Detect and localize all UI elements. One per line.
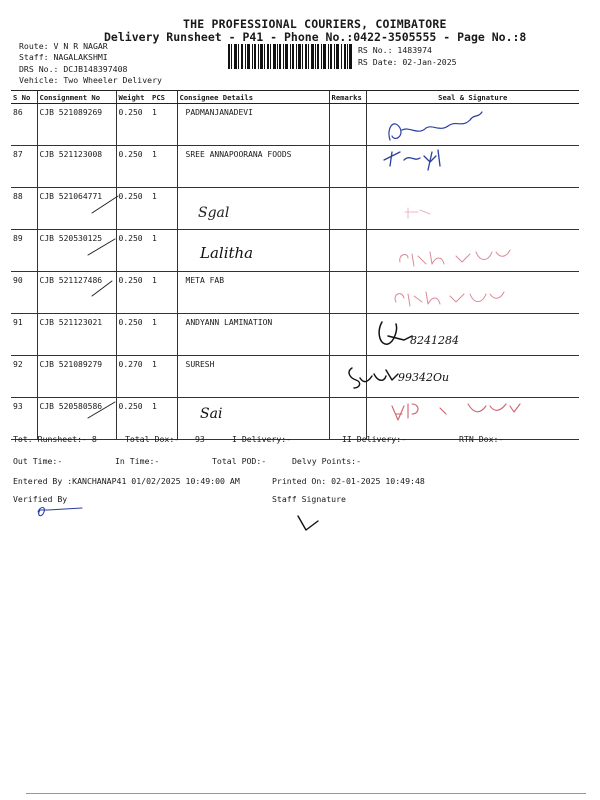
col-remarks: Remarks: [329, 91, 366, 104]
signature-row87: [384, 150, 440, 170]
handwritten-name-row93: Sai: [200, 406, 223, 422]
page-bottom-edge: [26, 793, 586, 794]
consignment-cell: CJB 521123021: [37, 314, 116, 356]
pcs-cell: 1: [150, 314, 177, 356]
vehicle-label: Vehicle: Two Wheeler Delivery: [19, 75, 162, 85]
sno-cell: 89: [11, 230, 37, 272]
weight-cell: 0.250: [116, 104, 150, 146]
signature-row86: [389, 112, 482, 140]
staff-label: Staff: NAGALAKSHMI: [19, 52, 108, 62]
consignment-cell: CJB 521123008: [37, 146, 116, 188]
tick-mark: [88, 402, 115, 418]
pcs-cell: 1: [150, 188, 177, 230]
weight-cell: 0.250: [116, 230, 150, 272]
signature-row91: [379, 322, 412, 344]
consignee-cell: SREE ANNAPOORANA FOODS: [177, 146, 329, 188]
ii-delivery: II Delivery:-: [342, 434, 407, 444]
consignment-cell: CJB 521064771: [37, 188, 116, 230]
faint-stamp: [405, 208, 430, 218]
pcs-cell: 1: [150, 104, 177, 146]
consignment-cell: CJB 521089279: [37, 356, 116, 398]
printed-on: Printed On: 02-01-2025 10:49:48: [272, 476, 425, 486]
weight-cell: 0.250: [116, 314, 150, 356]
pcs-cell: 1: [150, 146, 177, 188]
sno-cell: 87: [11, 146, 37, 188]
entered-by: Entered By :KANCHANAP41 01/02/2025 10:49:00 AM: [13, 476, 240, 486]
col-seal-signature: Seal & Signature: [366, 91, 579, 104]
consignee-cell: PADMANJANADEVI: [177, 104, 329, 146]
sno-cell: 93: [11, 398, 37, 440]
verified-signature-mark: [38, 508, 82, 516]
col-weight: Weight: [116, 91, 150, 104]
pcs-cell: 1: [150, 230, 177, 272]
verified-by: Verified By: [13, 494, 68, 504]
handwritten-phone-row91: 8241284: [410, 334, 459, 347]
total-dox-label: Total Dox:-: [125, 434, 180, 444]
red-stamp-row90: [395, 292, 504, 306]
drs-number: DRS No.: DCJB148397408: [19, 64, 128, 74]
sno-cell: 86: [11, 104, 37, 146]
i-delivery: I Delivery:-: [232, 434, 292, 444]
tick-mark: [92, 196, 118, 213]
pcs-cell: 1: [150, 272, 177, 314]
out-time: Out Time:-: [13, 456, 63, 466]
pcs-cell: 1: [150, 356, 177, 398]
handwritten-name-row89: Lalitha: [200, 244, 254, 262]
weight-cell: 0.250: [116, 398, 150, 440]
sno-cell: 88: [11, 188, 37, 230]
tick-mark: [92, 281, 112, 296]
col-sno: S No: [11, 91, 37, 104]
route-label: Route: V N R NAGAR: [19, 41, 108, 51]
rs-number: RS No.: 1483974: [358, 45, 432, 55]
sno-cell: 91: [11, 314, 37, 356]
total-pod: Total POD:-: [212, 456, 267, 466]
rs-date: RS Date: 02-Jan-2025: [358, 57, 457, 67]
col-pcs: PCS: [150, 91, 177, 104]
weight-cell: 0.270: [116, 356, 150, 398]
handwritten-name-row88: Sgal: [198, 205, 230, 221]
pcs-cell: 1: [150, 398, 177, 440]
tick-mark: [88, 239, 115, 255]
in-time: In Time:-: [115, 456, 160, 466]
consignee-cell: SURESH: [177, 356, 329, 398]
rtn-dox: RTN Dox:-: [459, 434, 504, 444]
consignee-cell: ANDYANN LAMINATION: [177, 314, 329, 356]
consignment-cell: CJB 520530125: [37, 230, 116, 272]
consignment-cell: CJB 520580586: [37, 398, 116, 440]
company-title: THE PROFESSIONAL COURIERS, COIMBATORE: [183, 17, 447, 31]
sno-cell: 90: [11, 272, 37, 314]
signature-row92: [349, 368, 398, 388]
red-stamp-row89: [400, 250, 510, 266]
weight-cell: 0.250: [116, 188, 150, 230]
sno-cell: 92: [11, 356, 37, 398]
red-stamp-row93: [392, 404, 520, 420]
weight-cell: 0.250: [116, 146, 150, 188]
staff-signature-label: Staff Signature: [272, 494, 346, 504]
col-consignment: Consignment No: [37, 91, 116, 104]
handwritten-phone-row92: 99342Ou: [398, 371, 450, 384]
consignee-cell: META FAB: [177, 272, 329, 314]
tot-runsheet: Tot. Runsheet:- 8: [13, 434, 97, 444]
weight-cell: 0.250: [116, 272, 150, 314]
consignment-cell: CJB 521089269: [37, 104, 116, 146]
delvy-points: Delvy Points:-: [292, 456, 362, 466]
consignment-cell: CJB 521127486: [37, 272, 116, 314]
col-consignee: Consignee Details: [177, 91, 329, 104]
staff-signature-mark: [298, 516, 318, 530]
total-dox-value: 93: [195, 434, 205, 444]
runsheet-subtitle: Delivery Runsheet - P41 - Phone No.:0422-3505555 - Page No.:8: [104, 30, 527, 44]
